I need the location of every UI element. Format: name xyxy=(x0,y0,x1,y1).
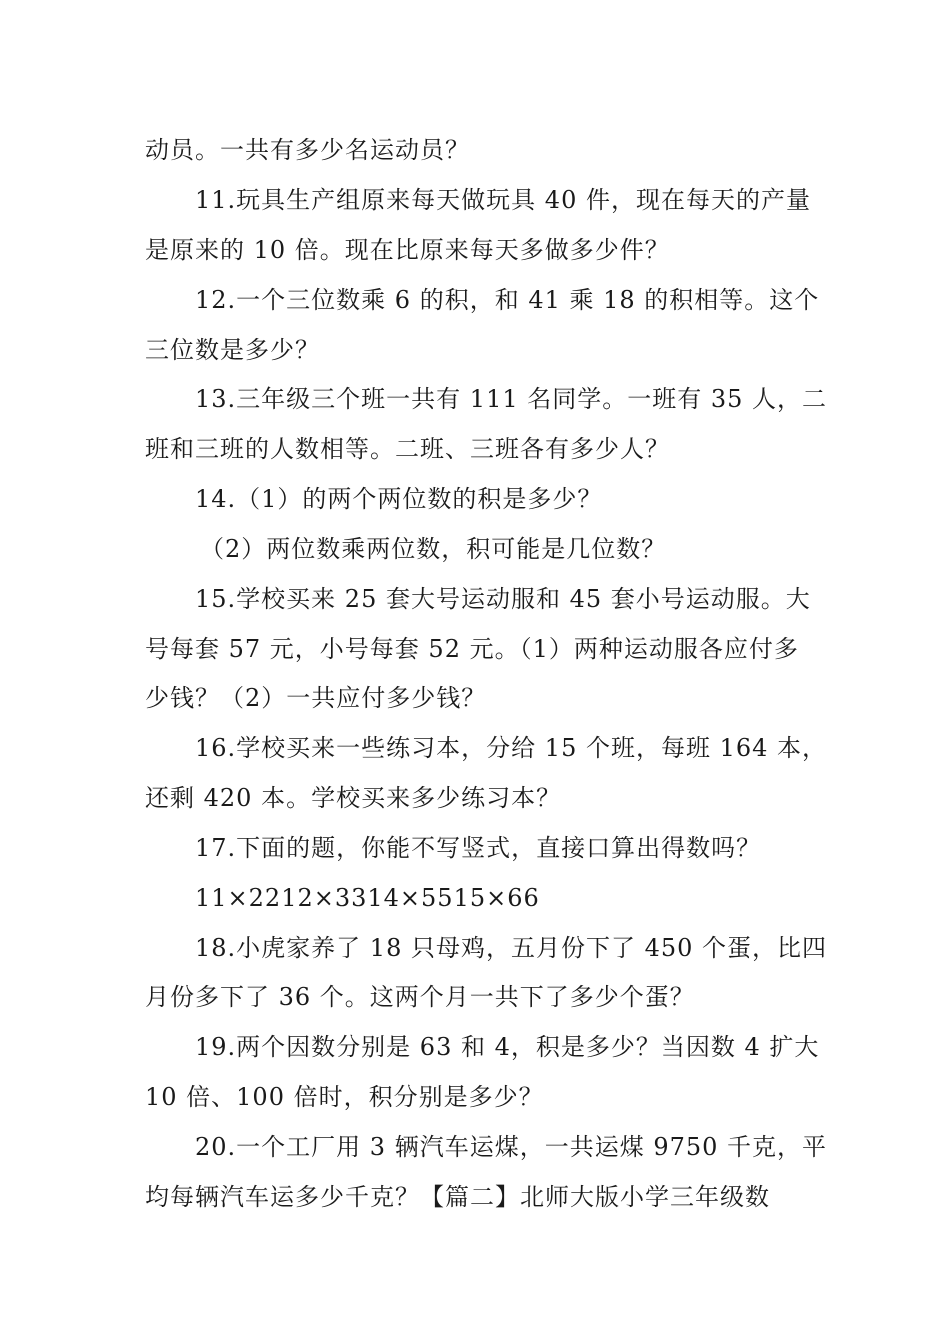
question-14-line-2: （2）两位数乘两位数，积可能是几位数？ xyxy=(200,535,667,563)
question-16-line-1: 16.学校买来一些练习本，分给 15 个班，每班 164 本， xyxy=(195,734,828,762)
question-13-line-1: 13.三年级三个班一共有 111 名同学。一班有 35 人，二 xyxy=(195,385,828,413)
question-12-line-1: 12.一个三位数乘 6 的积，和 41 乘 18 的积相等。这个 xyxy=(195,286,820,314)
question-17-expression: 11×2212×3314×5515×66 xyxy=(195,884,540,912)
question-11-line-1: 11.玩具生产组原来每天做玩具 40 件，现在每天的产量 xyxy=(195,186,811,214)
question-12-line-2: 三位数是多少？ xyxy=(145,336,320,364)
question-15-line-2: 号每套 57 元，小号每套 52 元。（1）两种运动服各应付多 xyxy=(145,635,799,663)
question-20-line-2: 均每辆汽车运多少千克？【篇二】北师大版小学三年级数 xyxy=(145,1183,770,1211)
question-11-line-2: 是原来的 10 倍。现在比原来每天多做多少件？ xyxy=(145,236,670,264)
question-13-line-2: 班和三班的人数相等。二班、三班各有多少人？ xyxy=(145,435,670,463)
question-14-line-1: 14.（1）的两个两位数的积是多少？ xyxy=(195,485,603,513)
question-15-line-3: 少钱？（2）一共应付多少钱？ xyxy=(145,684,487,712)
text-line: 动员。一共有多少名运动员？ xyxy=(145,136,470,164)
question-15-line-1: 15.学校买来 25 套大号运动服和 45 套小号运动服。大 xyxy=(195,585,811,613)
question-20-line-1: 20.一个工厂用 3 辆汽车运煤，一共运煤 9750 千克，平 xyxy=(195,1133,828,1161)
question-16-line-2: 还剩 420 本。学校买来多少练习本？ xyxy=(145,784,562,812)
question-19-line-2: 10 倍、100 倍时，积分别是多少？ xyxy=(145,1083,544,1111)
question-18-line-2: 月份多下了 36 个。这两个月一共下了多少个蛋？ xyxy=(145,983,695,1011)
question-19-line-1: 19.两个因数分别是 63 和 4，积是多少？当因数 4 扩大 xyxy=(195,1033,820,1061)
question-18-line-1: 18.小虎家养了 18 只母鸡，五月份下了 450 个蛋，比四 xyxy=(195,934,828,962)
question-17-line-1: 17.下面的题，你能不写竖式，直接口算出得数吗？ xyxy=(195,834,762,862)
